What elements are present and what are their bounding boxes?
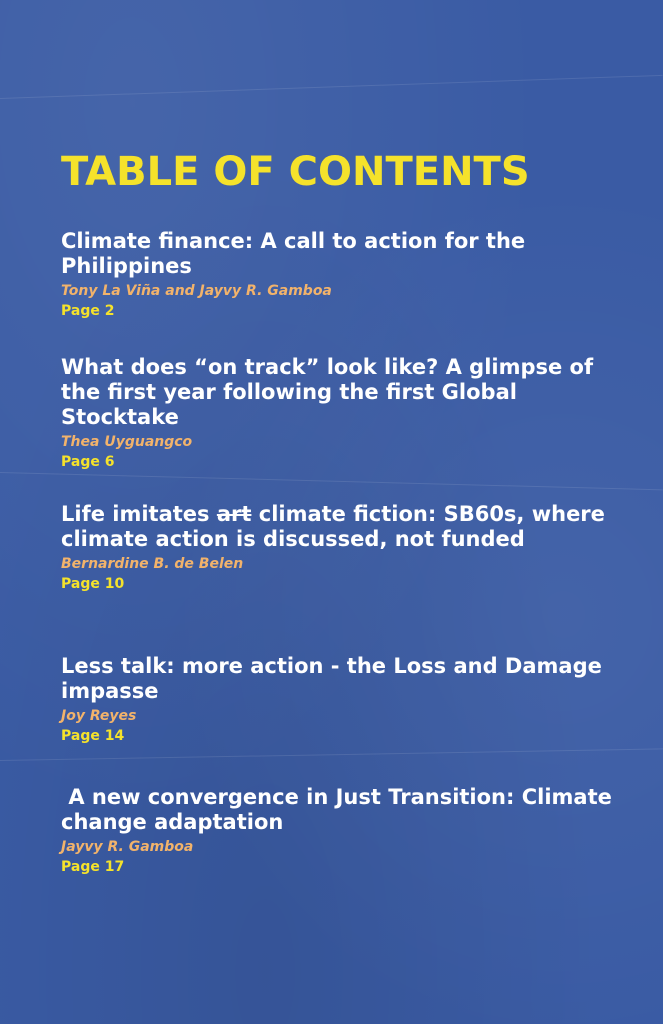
paper-crease [0, 748, 663, 761]
toc-entry[interactable] [61, 229, 621, 320]
toc-entry[interactable] [61, 502, 621, 593]
entry-title: A new convergence in Just Transition: Climate change adaptation [61, 785, 620, 834]
paper-crease [0, 75, 663, 99]
entry-page-number: Page 14 [61, 728, 125, 744]
toc-entry[interactable] [61, 355, 621, 471]
entry-authors: Bernardine B. de Belen [61, 556, 244, 572]
entry-title-suffix: climate fiction: SB60s, where climate action is discussed, not funded [61, 502, 605, 551]
toc-entry[interactable] [61, 654, 621, 745]
paper-crease [0, 472, 663, 490]
entry-page-number: Page 2 [61, 303, 115, 319]
entry-authors: Joy Reyes [61, 708, 137, 724]
entry-page-number: Page 10 [61, 576, 125, 592]
entry-authors: Tony La Viña and Jayvy R. Gamboa [61, 283, 332, 299]
entry-title: What does “on track” look like? A glimpse of the first year following the first Global Stocktake [61, 355, 594, 429]
entry-title: Less talk: more action - the Loss and Damage impasse [61, 654, 602, 703]
entry-authors: Jayvy R. Gamboa [61, 839, 194, 855]
entry-title-strikethrough: art [216, 502, 252, 526]
entry-title [61, 502, 621, 552]
entry-page-number: Page 17 [61, 859, 125, 875]
toc-entry[interactable] [61, 785, 621, 876]
page-title: TABLE OF CONTENTS [61, 149, 530, 195]
entry-title-prefix: Life imitates [61, 502, 217, 526]
entry-title: Climate finance: A call to action for the Philippines [61, 229, 526, 278]
entry-page-number: Page 6 [61, 454, 115, 470]
entry-authors: Thea Uyguangco [61, 434, 193, 450]
